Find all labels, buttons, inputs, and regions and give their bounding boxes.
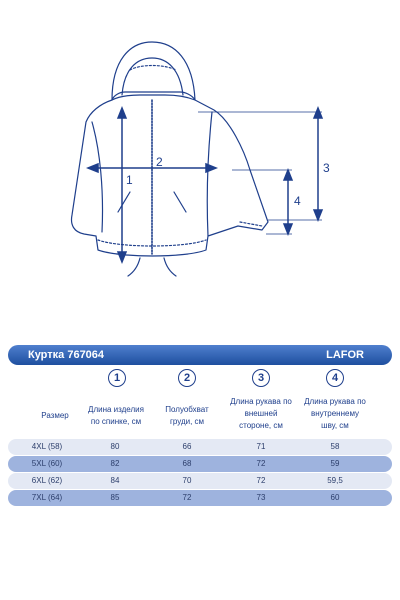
cell-back-length: 80 <box>110 442 120 451</box>
cell-inner-sleeve: 59 <box>330 459 340 468</box>
cell-half-chest: 72 <box>182 493 192 502</box>
cell-outer-sleeve: 72 <box>256 459 266 468</box>
hood-inner <box>122 58 183 95</box>
cell-half-chest: 70 <box>182 476 192 485</box>
header-half-chest: Полуобхват груди, см <box>165 405 209 426</box>
cell-inner-sleeve: 58 <box>330 442 340 451</box>
cell-back-length: 84 <box>110 476 120 485</box>
measure-label-2: 2 <box>156 155 163 169</box>
cell-half-chest: 68 <box>182 459 192 468</box>
cell-inner-sleeve: 60 <box>330 493 340 502</box>
cell-back-length: 85 <box>110 493 120 502</box>
product-title: Куртка 767064 <box>28 349 105 361</box>
brand-name: LAFOR <box>326 349 364 361</box>
marker-4: 4 <box>326 369 344 387</box>
header-outer-sleeve: Длина рукава по внешней стороне, см <box>230 397 292 430</box>
marker-3: 3 <box>252 369 270 387</box>
marker-2: 2 <box>178 369 196 387</box>
measure-label-1: 1 <box>126 173 133 187</box>
cell-outer-sleeve: 72 <box>256 476 266 485</box>
cell-size: 4XL (58) <box>31 442 63 451</box>
header-size: Размер <box>41 411 69 420</box>
table-row <box>8 456 392 472</box>
marker-1: 1 <box>108 369 126 387</box>
header-back-length: Длина изделия по спинке, см <box>88 405 144 426</box>
cell-back-length: 82 <box>110 459 120 468</box>
cell-outer-sleeve: 73 <box>256 493 266 502</box>
cell-inner-sleeve: 59,5 <box>327 476 343 485</box>
cell-outer-sleeve: 71 <box>256 442 266 451</box>
table-row <box>8 473 392 489</box>
table-row <box>8 490 392 506</box>
table-title-bar <box>8 345 392 365</box>
cell-half-chest: 66 <box>182 442 192 451</box>
cell-size: 6XL (62) <box>31 476 63 485</box>
cell-size: 5XL (60) <box>31 459 63 468</box>
header-inner-sleeve: Длина рукава по внутреннему шву, см <box>304 397 366 430</box>
table-row <box>8 439 392 455</box>
measure-label-3: 3 <box>323 161 330 175</box>
measure-label-4: 4 <box>294 194 301 208</box>
cell-size: 7XL (64) <box>31 493 63 502</box>
